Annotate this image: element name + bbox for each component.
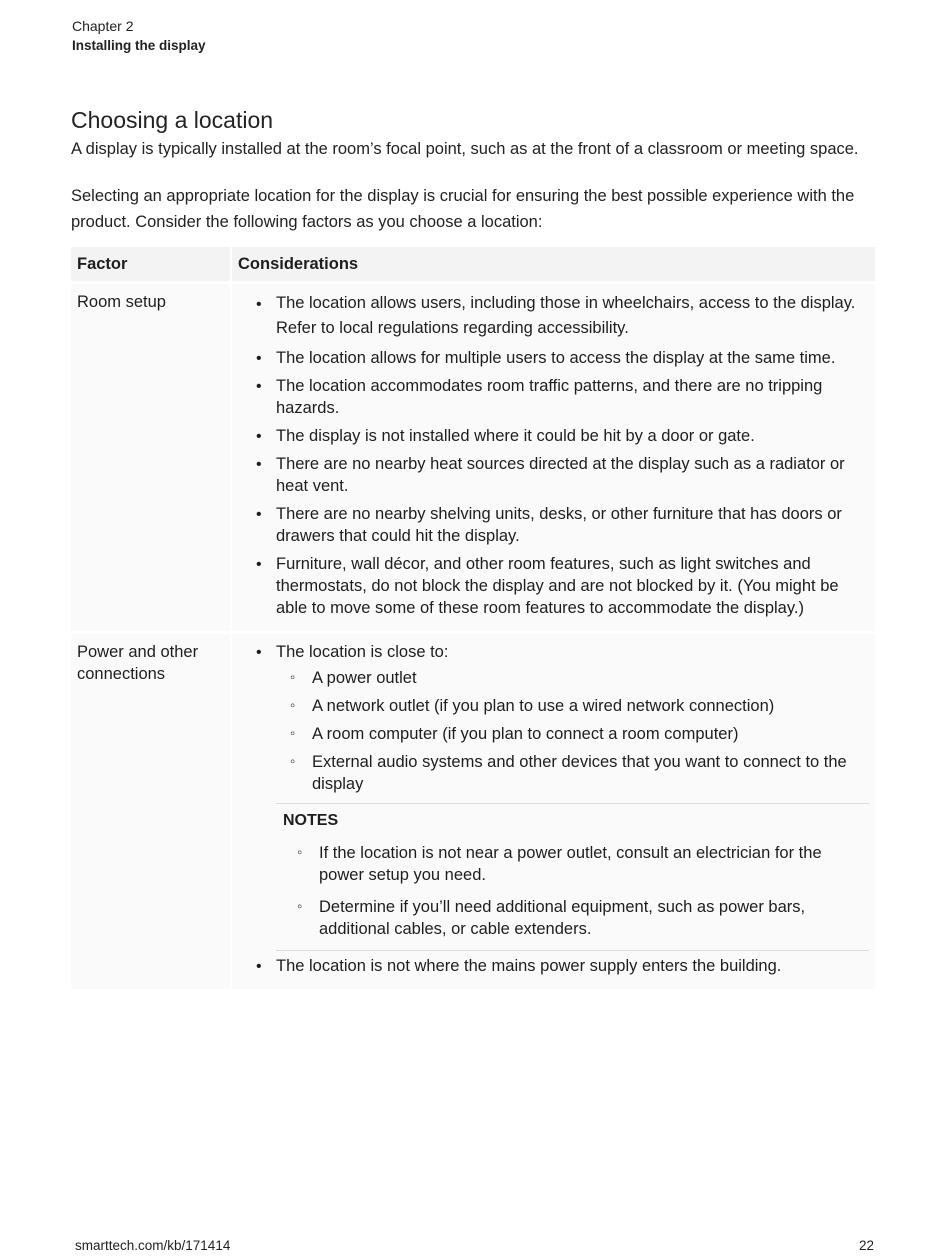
sub-list-item: ◦ A power outlet [276, 667, 869, 689]
table-header-row [71, 247, 875, 281]
considerations-list [256, 291, 869, 619]
list-item: • The display is not installed where it could be hit by a door or gate. [256, 425, 869, 447]
list-item: • The location allows users, including those in wheelchairs, access to the display. Refer to local regulations regarding accessibility. [256, 291, 869, 341]
sub-list [276, 667, 869, 795]
page-number: 22 [858, 1238, 874, 1253]
note-item: ◦ Determine if you’ll need additional equipment, such as power bars, additional cables, or cable extenders. [283, 896, 869, 940]
notes-box [276, 803, 869, 951]
list-item: • The location accommodates room traffic patterns, and there are no tripping hazards. [256, 375, 869, 419]
list-item: • The location is not where the mains power supply enters the building. [256, 955, 869, 977]
intro-paragraph-1: A display is typically installed at the room’s focal point, such as at the front of a classroom or meeting space. [71, 140, 859, 158]
note-item: ◦ If the location is not near a power outlet, consult an electrician for the power setup you need. [283, 842, 869, 886]
sub-list-item: ◦ A room computer (if you plan to connect a room computer) [276, 723, 869, 745]
footer-url: smarttech.com/kb/171414 [75, 1238, 231, 1253]
factor-cell: Room setup [71, 281, 230, 631]
list-item [256, 641, 869, 795]
notes-title: NOTES [283, 812, 339, 829]
considerations-cell [232, 631, 875, 989]
section-title: Choosing a location [71, 107, 274, 133]
considerations-cell [232, 281, 875, 631]
list-item: • Furniture, wall décor, and other room features, such as light switches and thermostats, do not block the display and are not blocked by it. (You might be able to move some of these room features to accommodate the display.) [256, 553, 869, 619]
header-factor: Factor [71, 247, 230, 281]
header-considerations: Considerations [232, 247, 875, 281]
main-content [71, 104, 879, 989]
chapter-number: Chapter 2 [72, 18, 134, 34]
list-item-lead: The location is close to: [276, 643, 449, 661]
sub-list-item: ◦ A network outlet (if you plan to use a wired network connection) [276, 695, 869, 717]
list-item: • There are no nearby heat sources directed at the display such as a radiator or heat vent. [256, 453, 869, 497]
factor-cell: Power and other connections [71, 631, 230, 989]
chapter-title: Installing the display [72, 38, 206, 53]
table-row [71, 281, 875, 631]
list-item: • The location allows for multiple users to access the display at the same time. [256, 347, 869, 369]
sub-list-item: ◦ External audio systems and other devices that you want to connect to the display [276, 751, 869, 795]
considerations-list-continued [256, 955, 869, 977]
factors-table [69, 247, 877, 989]
list-item: • There are no nearby shelving units, desks, or other furniture that has doors or drawers that could hit the display. [256, 503, 869, 547]
running-header [72, 17, 206, 55]
notes-list [283, 842, 869, 940]
table-row [71, 631, 875, 989]
considerations-list [256, 641, 869, 795]
intro-paragraph-2: Selecting an appropriate location for the display is crucial for ensuring the best possible experience with the product. Consider the following factors as you choose a location: [71, 187, 855, 231]
